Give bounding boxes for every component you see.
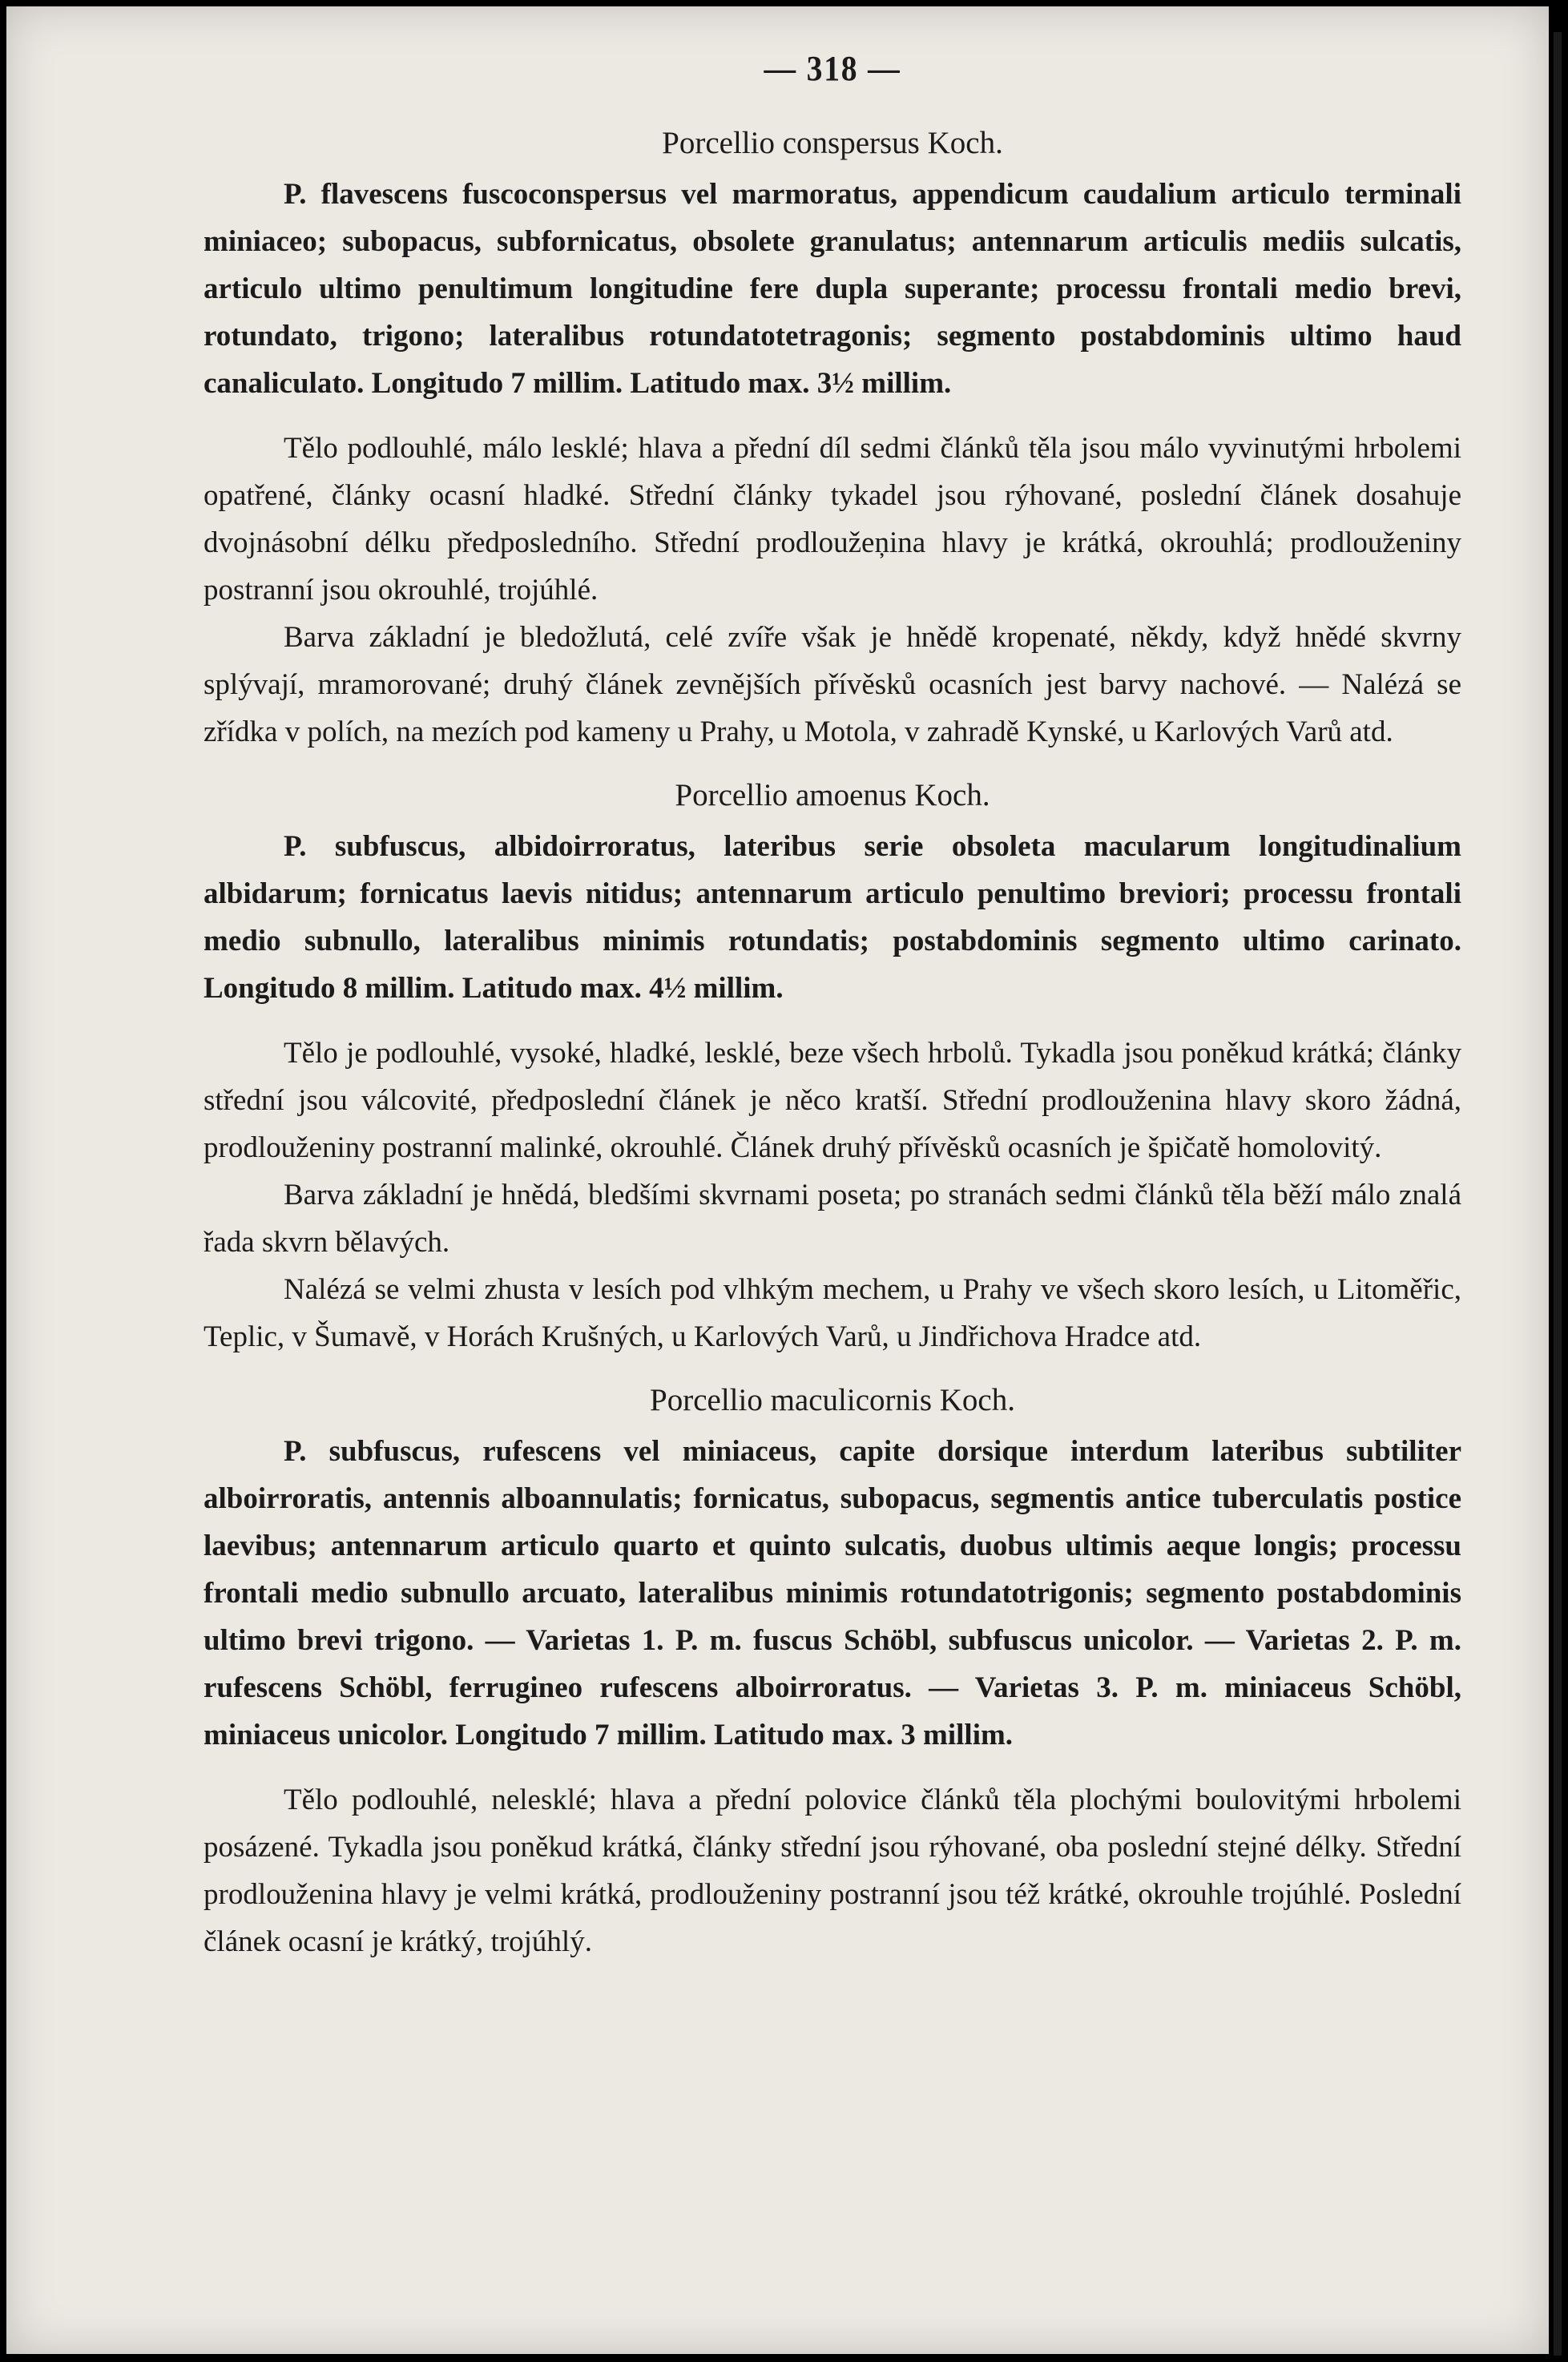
- section-porcellio-maculicornis: [204, 1378, 1461, 1965]
- latin-description: P. subfuscus, rufescens vel miniaceus, capite dorsique interdum lateribus subtiliter alboirroratis, antennis alboannulatis; fornicatus, subopacus, segmentis antice tuberculatis postice laevibus; antennarum articulo quarto et quinto sulcatis, duobus ultimis aeque longis; processu frontali medio subnullo arcuato, lateralibus minimis rotundatotrigonis; segmento postabdominis ultimo brevi trigono. — Varietas 1. P. m. fuscus Schöbl, subfuscus unicolor. — Varietas 2. P. m. rufescens Schöbl, ferrugineo rufescens alboirroratus. — Varietas 3. P. m. miniaceus Schöbl, miniaceus unicolor. Longitudo 7 millim. Latitudo max. 3 millim.: [204, 1435, 1461, 1751]
- czech-paragraph: Tělo podlouhlé, nelesklé; hlava a přední polovice článků těla plochými boulovitými hrbolemi posázené. Tykadla jsou poněkud krátká, články střední jsou rýhované, oba poslední stejné délky. Střední prodlouženina hlavy je velmi krátká, prodlouženiny postranní jsou též krátké, okrouhle trojúhlé. Poslední článek ocasní je krátký, trojúhlý.: [204, 1784, 1461, 1958]
- latin-description: P. flavescens fuscoconspersus vel marmoratus, appendicum caudalium articulo terminali miniaceo; subopacus, subfornicatus, obsolete granulatus; antennarum articulis mediis sulcatis, articulo ultimo penultimum longitudine fere dupla superante; processu frontali medio brevi, rotundato, trigono; lateralibus rotundatotetragonis; segmento postabdominis ultimo haud canaliculato. Longitudo 7 millim. Latitudo max. 3½ millim.: [204, 178, 1461, 400]
- section-porcellio-conspersus: [204, 121, 1461, 756]
- czech-paragraph: Tělo je podlouhlé, vysoké, hladké, lesklé, beze všech hrbolů. Tykadla jsou poněkud krátká; články střední jsou válcovité, předposlední článek je něco kratší. Střední prodlouženina hlavy skoro žádná, prodlouženiny postranní malinké, okrouhlé. Článek druhý přívěsků ocasních je špičatě homolovitý.: [204, 1037, 1461, 1164]
- species-title: Porcellio maculicornis Koch.: [650, 1383, 1015, 1417]
- species-title: Porcellio amoenus Koch.: [675, 778, 990, 812]
- page-edge: [1554, 32, 1562, 2356]
- czech-paragraph: Barva základní je hnědá, bledšími skvrnami poseta; po stranách sedmi článků těla běží málo znalá řada skvrn bělavých.: [204, 1179, 1461, 1259]
- section-porcellio-amoenus: [204, 773, 1461, 1360]
- czech-paragraph: Tělo podlouhlé, málo lesklé; hlava a přední díl sedmi článků těla jsou málo vyvinutými hrbolemi opatřené, články ocasní hladké. Střední články tykadel jsou rýhované, poslední článek dosahuje dvojnásobní délku předposledního. Střední prodloužeņina hlavy je krátká, okrouhlá; prodlouženiny postranní jsou okrouhlé, trojúhlé.: [204, 432, 1461, 607]
- page-number: — 318 —: [764, 49, 901, 88]
- czech-paragraph: Nalézá se velmi zhusta v lesích pod vlhkým mechem, u Prahy ve všech skoro lesích, u Litoměřic, Teplic, v Šumavě, v Horách Krušných, u Karlových Varů, u Jindřichova Hradce atd.: [204, 1273, 1461, 1353]
- latin-description: P. subfuscus, albidoirroratus, lateribus serie obsoleta macularum longitudinalium albidarum; fornicatus laevis nitidus; antennarum articulo penultimo breviori; processu frontali medio subnullo, lateralibus minimis rotundatis; postabdominis segmento ultimo carinato. Longitudo 8 millim. Latitudo max. 4½ millim.: [204, 830, 1461, 1005]
- page-content: [204, 48, 1461, 1965]
- species-title: Porcellio conspersus Koch.: [662, 126, 1003, 160]
- czech-paragraph: Barva základní je bledožlutá, celé zvíře však je hnědě kropenaté, někdy, když hnědé skvrny splývají, mramorované; druhý článek zevnějších přívěsků ocasních jest barvy nachové. — Nalézá se zřídka v polích, na mezích pod kameny u Prahy, u Motola, v zahradě Kynské, u Karlových Varů atd.: [204, 621, 1461, 748]
